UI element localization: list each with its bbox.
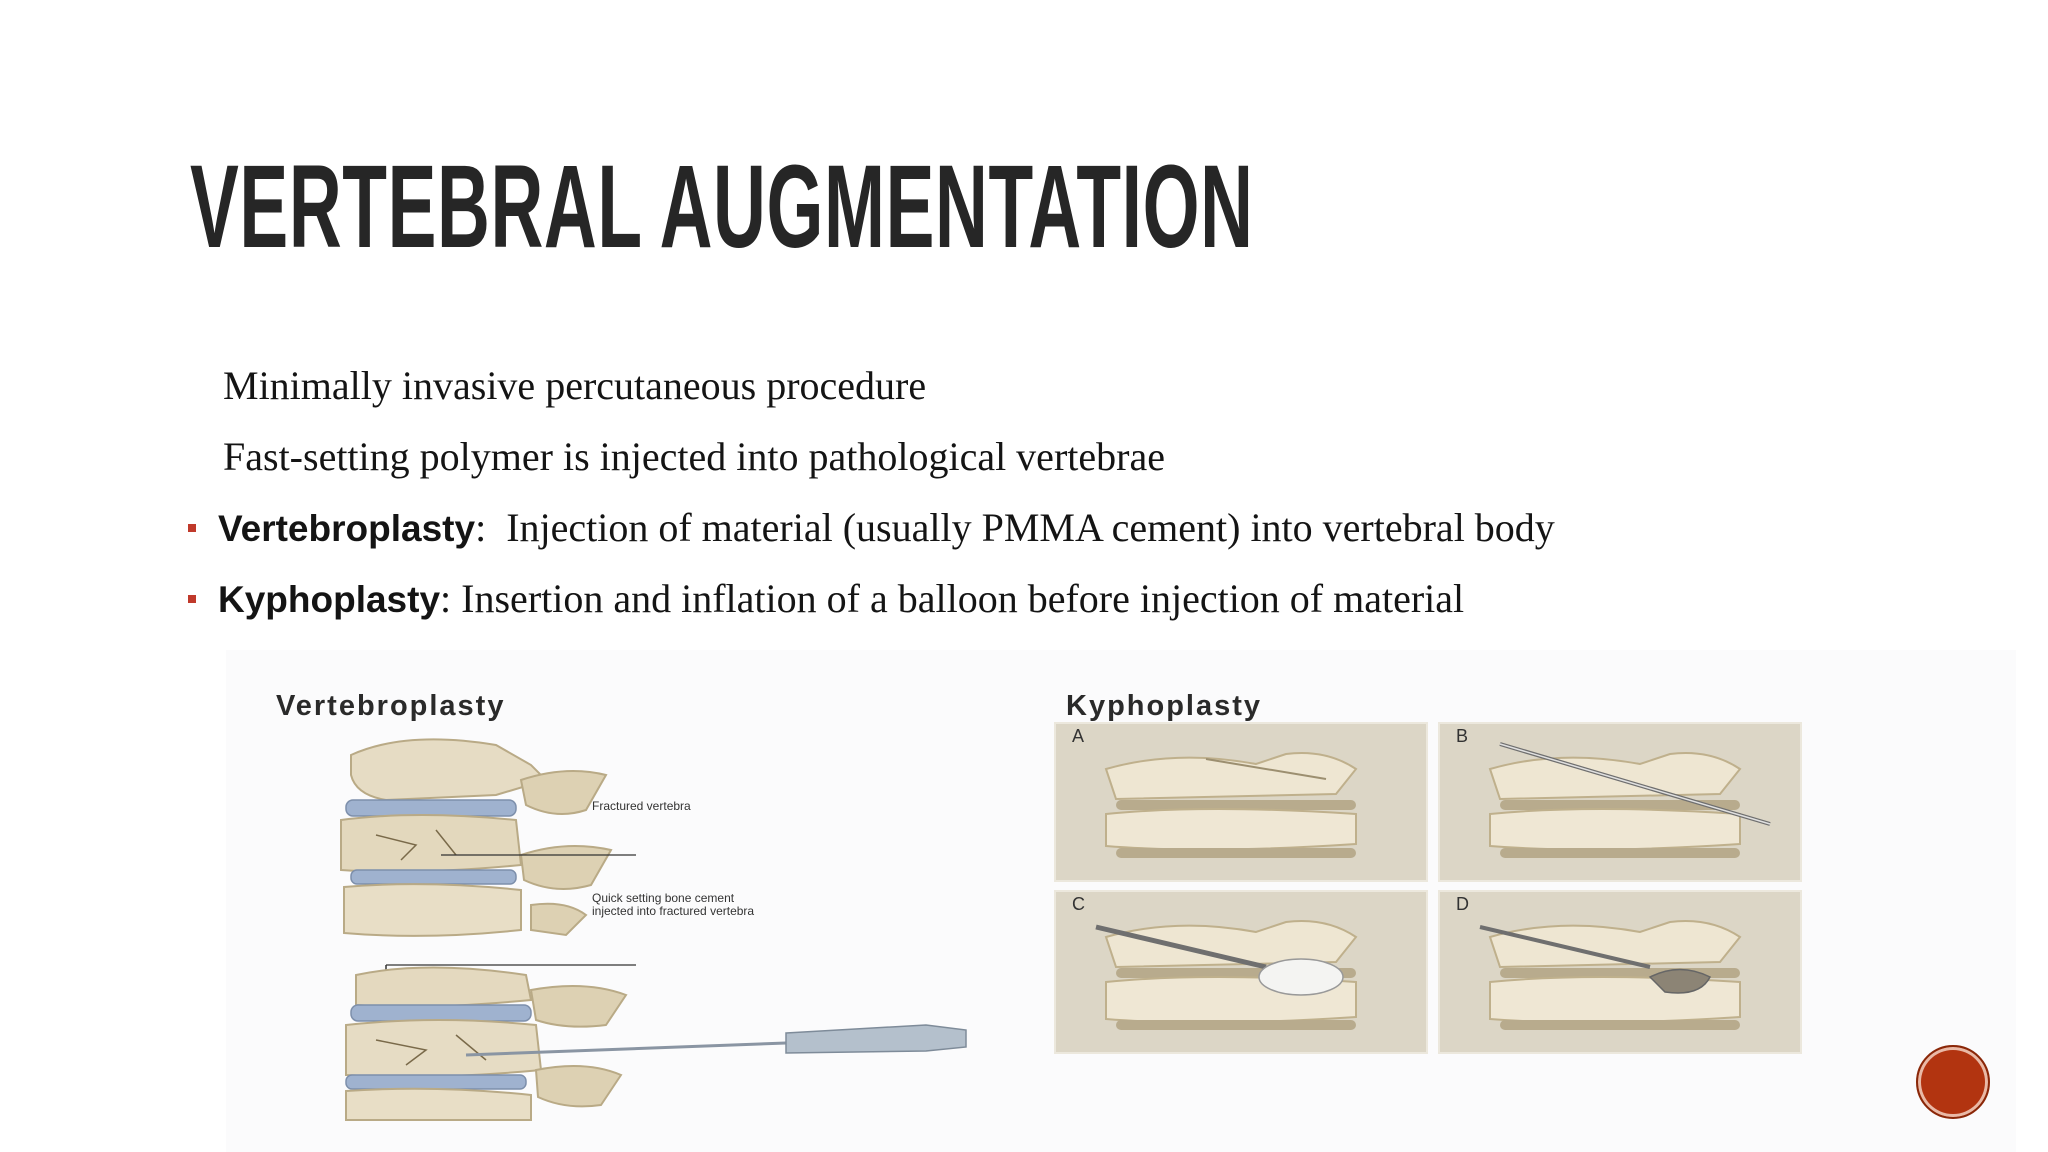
vertebroplasty-label: Vertebroplasty [276,690,506,722]
kyphoplasty-panel-b [1438,722,1802,882]
lower-spine-segment [346,965,966,1120]
procedure-illustration [226,650,2016,1152]
kyphoplasty-panel-c [1054,890,1428,1054]
bullet-term: Kyphoplasty [218,579,441,620]
bullet-separator: : [475,505,507,550]
accent-bar [0,0,20,1152]
slide-title: VERTEBRAL AUGMENTATION [190,141,1254,273]
slide-content [188,360,1988,644]
bullet-text: Insertion and inflation of a balloon before injection of material [461,576,1465,621]
bullet-square-icon [188,524,196,532]
bullet-kyphoplasty [188,573,1988,644]
text-line-1: Minimally invasive percutaneous procedure [223,363,927,408]
panel-c-drawing [1056,892,1426,1052]
kyphoplasty-panel-a [1054,722,1428,882]
kyphoplasty-label: Kyphoplasty [1066,690,1263,722]
bullet-term: Vertebroplasty [218,508,476,549]
kyphoplasty-panel-d [1438,890,1802,1054]
panel-letter: D [1456,894,1469,914]
bone-cement-annotation-line-2: injected into fractured vertebra [592,904,755,918]
panel-b-drawing [1440,724,1800,880]
bullet-square-icon [188,595,196,603]
text-line-2: Fast-setting polymer is injected into pathological vertebrae [223,434,1165,479]
panel-a-drawing [1056,724,1426,880]
panel-letter: C [1072,894,1085,914]
panel-letter: B [1456,726,1469,746]
next-slide-icon[interactable] [1916,1045,1990,1119]
bone-cement-annotation-line-1: Quick setting bone cement [592,891,735,905]
fractured-vertebra-annotation: Fractured vertebra [592,799,691,813]
bullet-vertebroplasty [188,502,1988,573]
panel-letter: A [1072,726,1085,746]
bullet-separator: : [440,576,462,621]
bullet-text: Injection of material (usually PMMA cement) into vertebral body [506,505,1555,550]
vertebroplasty-drawing [266,725,996,1125]
panel-d-drawing [1440,892,1800,1052]
